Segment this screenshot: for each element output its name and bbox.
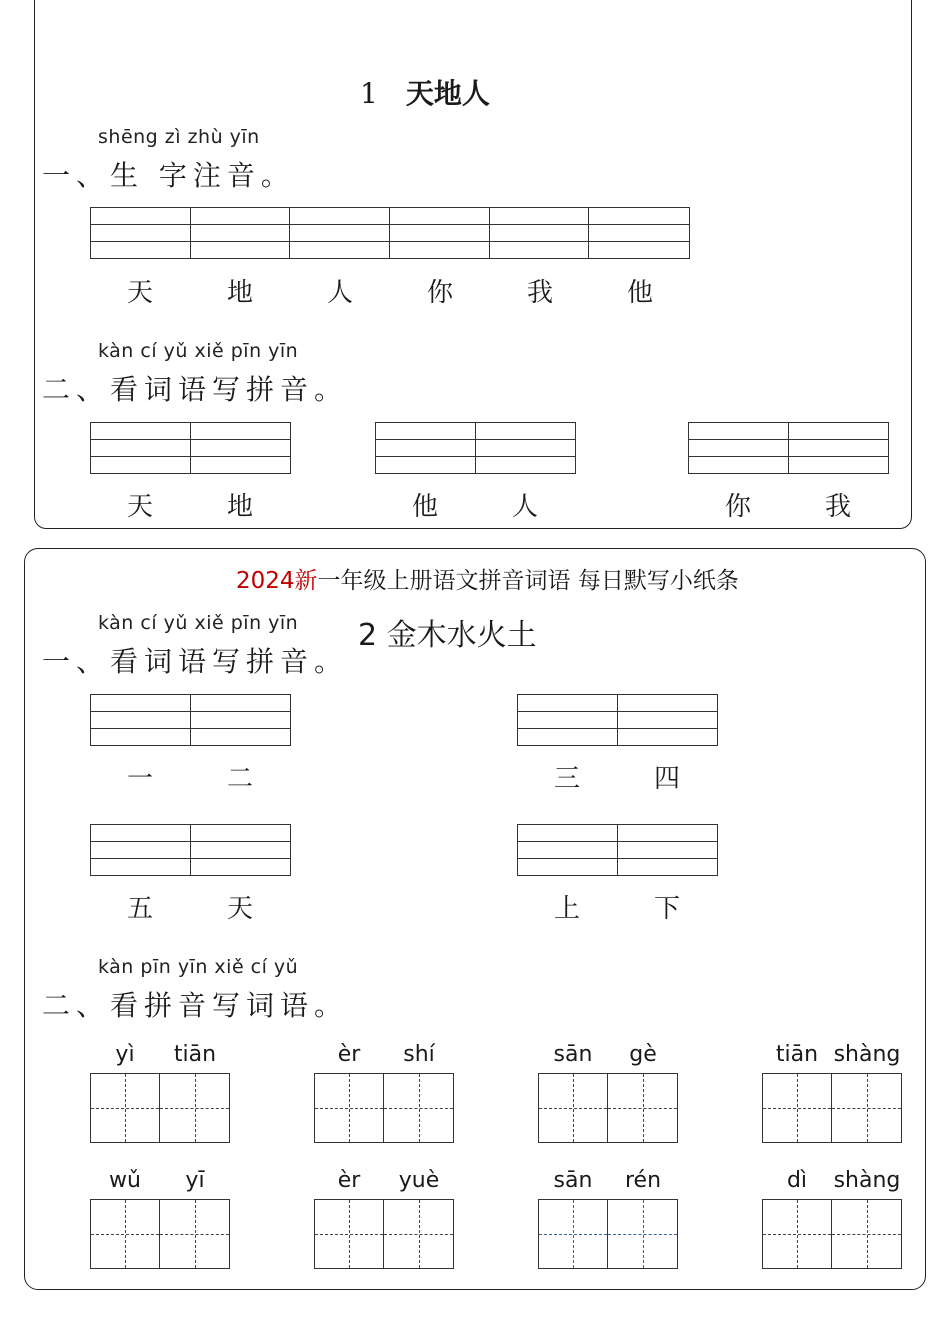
char-label: 五	[126, 894, 153, 924]
tianzige-box[interactable]	[314, 1199, 454, 1269]
tianzige-box[interactable]	[762, 1199, 902, 1269]
char-label: 二	[226, 764, 253, 794]
lesson1-part2-heading: 二、看词语写拼音。	[42, 373, 349, 406]
tianzige-box[interactable]	[90, 1073, 230, 1143]
char-label: 他	[411, 492, 438, 522]
pinyin-grid-2[interactable]	[517, 694, 718, 746]
char-label: 我	[824, 492, 851, 522]
char-label: 天	[226, 894, 253, 924]
tianzige-box[interactable]	[762, 1073, 902, 1143]
lesson2-part2-pinyin: kàn pīn yīn xiě cí yǔ	[98, 956, 299, 978]
tianzige-box[interactable]	[90, 1199, 230, 1269]
char-label: 一	[126, 764, 153, 794]
char-label: 三	[553, 764, 580, 794]
char-label: 他	[626, 278, 653, 308]
tianzige-box[interactable]	[538, 1073, 678, 1143]
word-pinyin: èr shí	[337, 1042, 435, 1067]
tianzige-box[interactable]	[314, 1073, 454, 1143]
lesson1-title: 1 天地人	[360, 77, 490, 110]
lesson2-part1-heading: 一、看词语写拼音。	[42, 645, 349, 678]
word-pinyin: wǔ yī	[109, 1168, 205, 1193]
char-label: 上	[553, 894, 580, 924]
pinyin-grid-2[interactable]	[375, 422, 576, 474]
char-label: 人	[326, 278, 353, 308]
pinyin-grid-2[interactable]	[688, 422, 889, 474]
pinyin-grid-2[interactable]	[517, 824, 718, 876]
pinyin-grid-2[interactable]	[90, 824, 291, 876]
char-label: 我	[526, 278, 553, 308]
lesson2-part2-heading: 二、看拼音写词语。	[42, 989, 349, 1022]
word-pinyin: dì shàng	[786, 1168, 901, 1193]
tianzige-box[interactable]	[538, 1199, 678, 1269]
word-pinyin: èr yuè	[337, 1168, 440, 1193]
pinyin-grid-2[interactable]	[90, 694, 291, 746]
char-label: 地	[226, 278, 253, 308]
char-label: 你	[426, 278, 453, 308]
char-label: 天	[126, 278, 153, 308]
word-pinyin: sān gè	[553, 1042, 657, 1067]
banner-title: 2024新一年级上册语文拼音词语 每日默写小纸条	[236, 568, 739, 594]
pinyin-grid-2[interactable]	[90, 422, 291, 474]
char-label: 下	[653, 894, 680, 924]
word-pinyin: yì tiān	[115, 1042, 217, 1067]
char-label: 四	[653, 764, 680, 794]
word-pinyin: tiān shàng	[775, 1042, 901, 1067]
lesson1-part1-pinyin: shēng zì zhù yīn	[98, 126, 260, 148]
char-label: 天	[126, 492, 153, 522]
pinyin-grid-6[interactable]	[90, 207, 690, 259]
lesson2-title: 2 金木水火土	[358, 618, 537, 653]
lesson1-part1-heading: 一、生 字注音。	[42, 159, 295, 192]
lesson1-part2-pinyin: kàn cí yǔ xiě pīn yīn	[98, 340, 299, 362]
word-pinyin: sān rén	[553, 1168, 662, 1193]
char-label: 地	[226, 492, 253, 522]
char-label: 你	[724, 492, 751, 522]
lesson2-part1-pinyin: kàn cí yǔ xiě pīn yīn	[98, 612, 299, 634]
char-label: 人	[511, 492, 538, 522]
